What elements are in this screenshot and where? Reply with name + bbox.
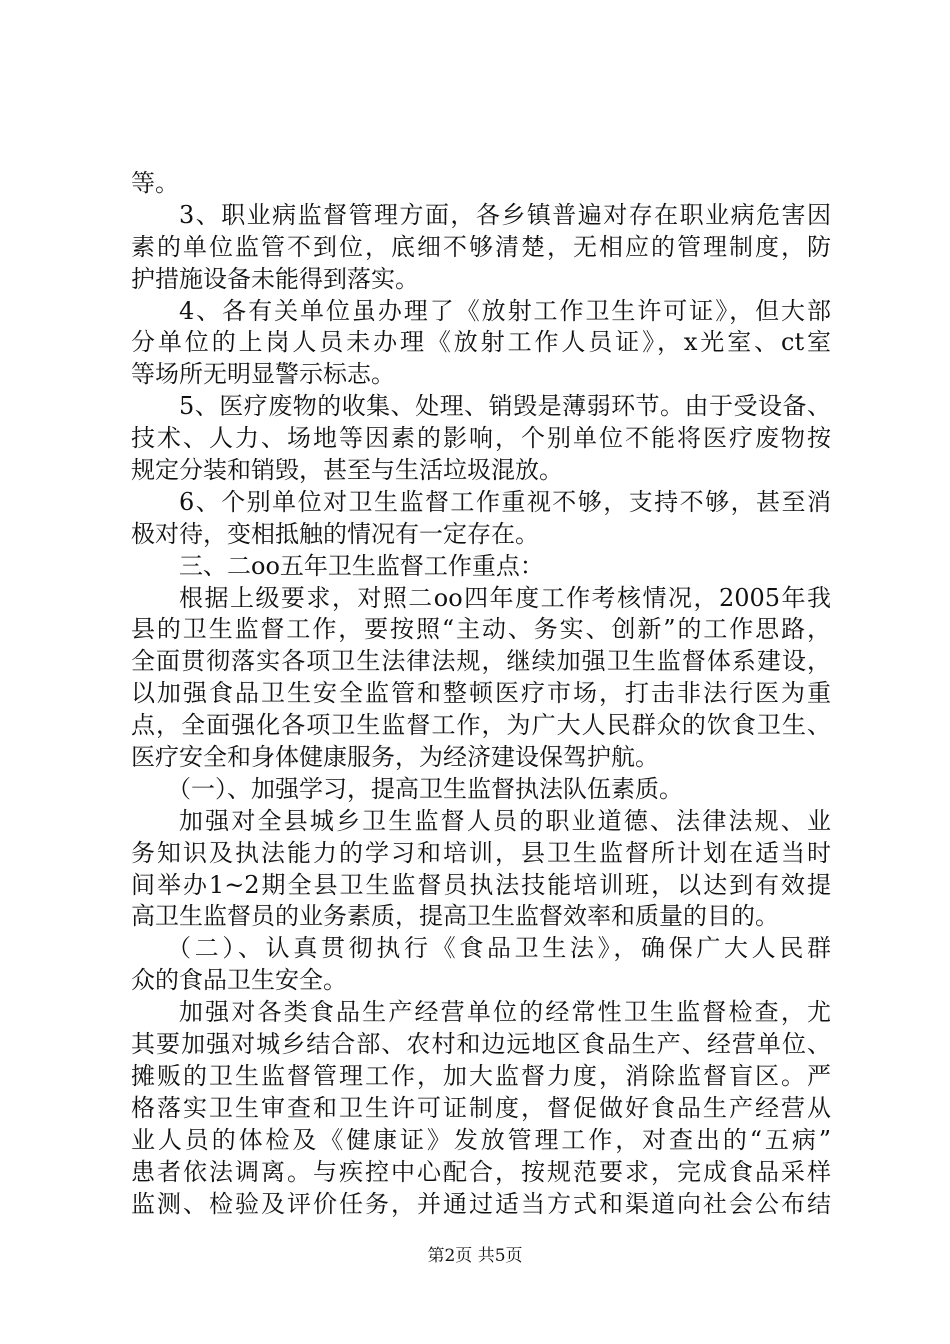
text-line: 规定分装和销毁，甚至与生活垃圾混放。	[131, 456, 563, 485]
text-line: 4、各有关单位虽办理了《放射工作卫生许可证》，但大部	[179, 296, 831, 325]
text-line: 极对待，变相抵触的情况有一定存在。	[131, 519, 539, 548]
text-line: 6、个别单位对卫生监督工作重视不够，支持不够，甚至消	[179, 487, 831, 516]
text-line: 素的单位监管不到位，底细不够清楚，无相应的管理制度，防	[131, 232, 831, 261]
text-line: 护措施设备未能得到落实。	[131, 264, 419, 293]
text-line: 点，全面强化各项卫生监督工作，为广大人民群众的饮食卫生、	[131, 711, 831, 740]
page-footer: 第2页 共5页	[427, 1246, 523, 1266]
text-line: 务知识及执法能力的学习和培训，县卫生监督所计划在适当时	[131, 838, 831, 867]
text-line: 等。	[131, 169, 179, 197]
text-line: 高卫生监督员的业务素质，提高卫生监督效率和质量的目的。	[131, 902, 779, 931]
text-line: 根据上级要求，对照二oo四年度工作考核情况，2005年我	[179, 583, 831, 612]
text-line: 分单位的上岗人员未办理《放射工作人员证》，x光室、ct室	[131, 328, 831, 357]
text-line: 三、二oo五年卫生监督工作重点：	[179, 551, 544, 580]
text-line: 间举办1~2期全县卫生监督员执法技能培训班，以达到有效提	[131, 870, 831, 899]
text-line: 县的卫生监督工作，要按照“主动、务实、创新”的工作思路，	[131, 615, 831, 644]
text-line: 技术、人力、场地等因素的影响，个别单位不能将医疗废物按	[131, 424, 831, 453]
text-line: 医疗安全和身体健康服务，为经济建设保驾护航。	[131, 743, 659, 772]
text-line: 业人员的体检及《健康证》发放管理工作，对查出的“五病”	[131, 1125, 831, 1154]
text-line: 格落实卫生审查和卫生许可证制度，督促做好食品生产经营从	[131, 1093, 831, 1122]
document-body	[131, 168, 831, 1220]
text-line: 3、职业病监督管理方面，各乡镇普遍对存在职业病危害因	[179, 200, 831, 229]
text-line: 全面贯彻落实各项卫生法律法规，继续加强卫生监督体系建设，	[131, 647, 831, 676]
text-line: （二）、认真贯彻执行《食品卫生法》，确保广大人民群	[167, 934, 831, 963]
text-line: 摊贩的卫生监督管理工作，加大监督力度，消除监督盲区。严	[131, 1061, 831, 1090]
text-line: 加强对各类食品生产经营单位的经常性卫生监督检查，尤	[179, 998, 831, 1027]
text-line: 以加强食品卫生安全监管和整顿医疗市场，打击非法行医为重	[131, 679, 831, 708]
text-line: 患者依法调离。与疾控中心配合，按规范要求，完成食品采样	[131, 1157, 831, 1186]
text-line: 等场所无明显警示标志。	[131, 360, 395, 389]
text-line: 5、医疗废物的收集、处理、销毁是薄弱环节。由于受设备、	[179, 392, 831, 421]
text-line: （一）、加强学习，提高卫生监督执法队伍素质。	[167, 774, 683, 803]
text-line: 众的食品卫生安全。	[131, 966, 347, 995]
text-line: 其要加强对城乡结合部、农村和边远地区食品生产、经营单位、	[131, 1030, 831, 1059]
text-line: 监测、检验及评价任务，并通过适当方式和渠道向社会公布结	[131, 1189, 831, 1218]
text-line: 加强对全县城乡卫生监督人员的职业道德、法律法规、业	[179, 806, 831, 835]
